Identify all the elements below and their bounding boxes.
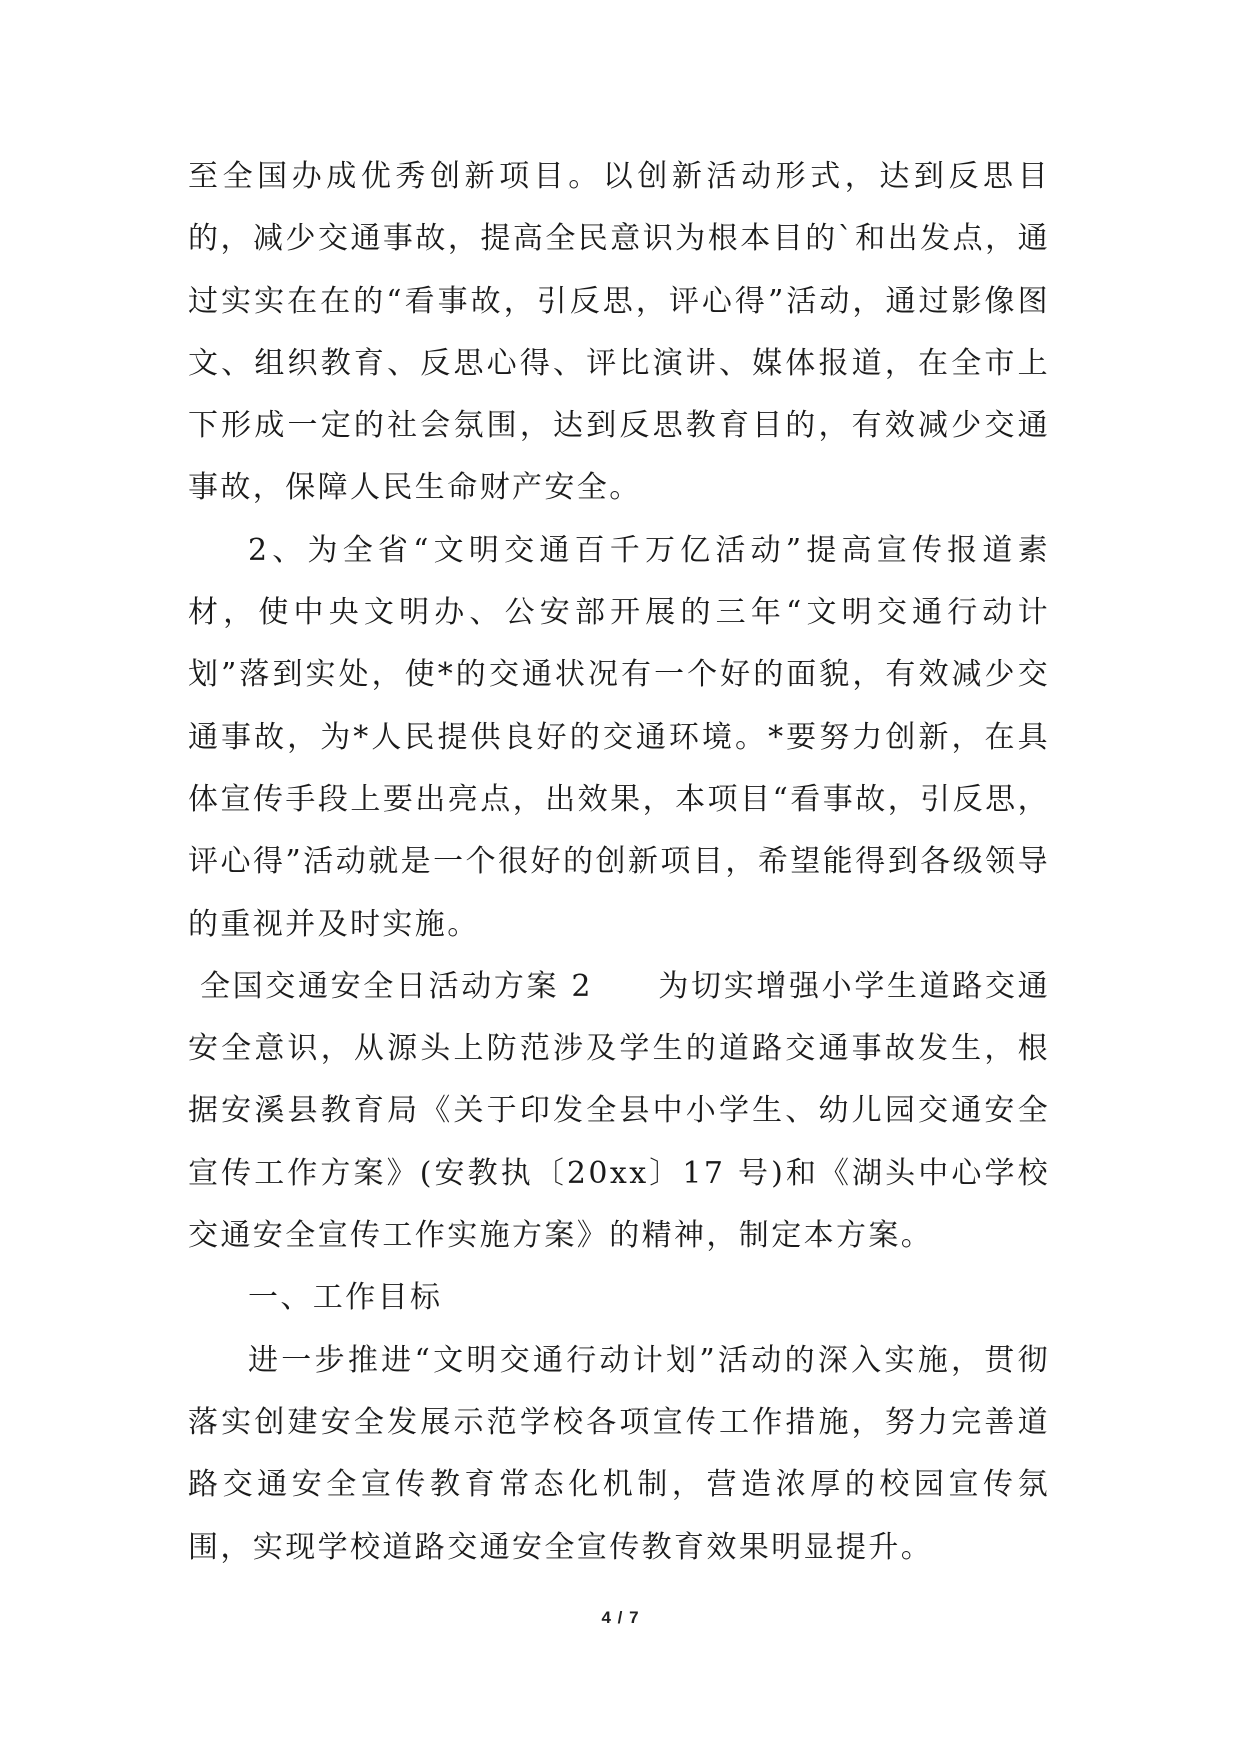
paragraph-continuation: 至全国办成优秀创新项目。以创新活动形式，达到反思目的，减少交通事故，提高全民意识为根本目的`和出发点，通过实实在在的“看事故，引反思，评心得”活动，通过影像图文、组织教育、反思心得、评比演讲、媒体报道，在全市上下形成一定的社会氛围，达到反思教育目的，有效减少交通事故，保障人民生命财产安全。: [188, 159, 1050, 506]
paragraph-plan-intro: 全国交通安全日活动方案 2 为切实增强小学生道路交通安全意识，从源头上防范涉及学生的道路交通事故发生，根据安溪县教育局《关于印发全县中小学生、幼儿园交通安全宣传工作方案》(安教执〔20xx〕17 号)和《湖头中心学校交通安全宣传工作实施方案》的精神，制定本方案。: [188, 968, 1050, 1254]
paragraph-item-2: 2、为全省“文明交通百千万亿活动”提高宣传报道素材，使中央文明办、公安部开展的三年“文明交通行动计划”落到实处，使*的交通状况有一个好的面貌，有效减少交通事故，为*人民提供良好的交通环境。*要努力创新，在具体宣传手段上要出亮点，出效果，本项目“看事故，引反思，评心得”活动就是一个很好的创新项目，希望能得到各级领导的重视并及时实施。: [188, 532, 1050, 942]
document-body: [188, 146, 1050, 1579]
paragraph-work-goal: 进一步推进“文明交通行动计划”活动的深入实施，贯彻落实创建安全发展示范学校各项宣传工作措施，努力完善道路交通安全宣传教育常态化机制，营造浓厚的校园宣传氛围，实现学校道路交通安全宣传教育效果明显提升。: [188, 1342, 1050, 1565]
section-heading-work-goal: 一、工作目标: [248, 1280, 443, 1316]
page-number: 4 / 7: [601, 1608, 640, 1627]
